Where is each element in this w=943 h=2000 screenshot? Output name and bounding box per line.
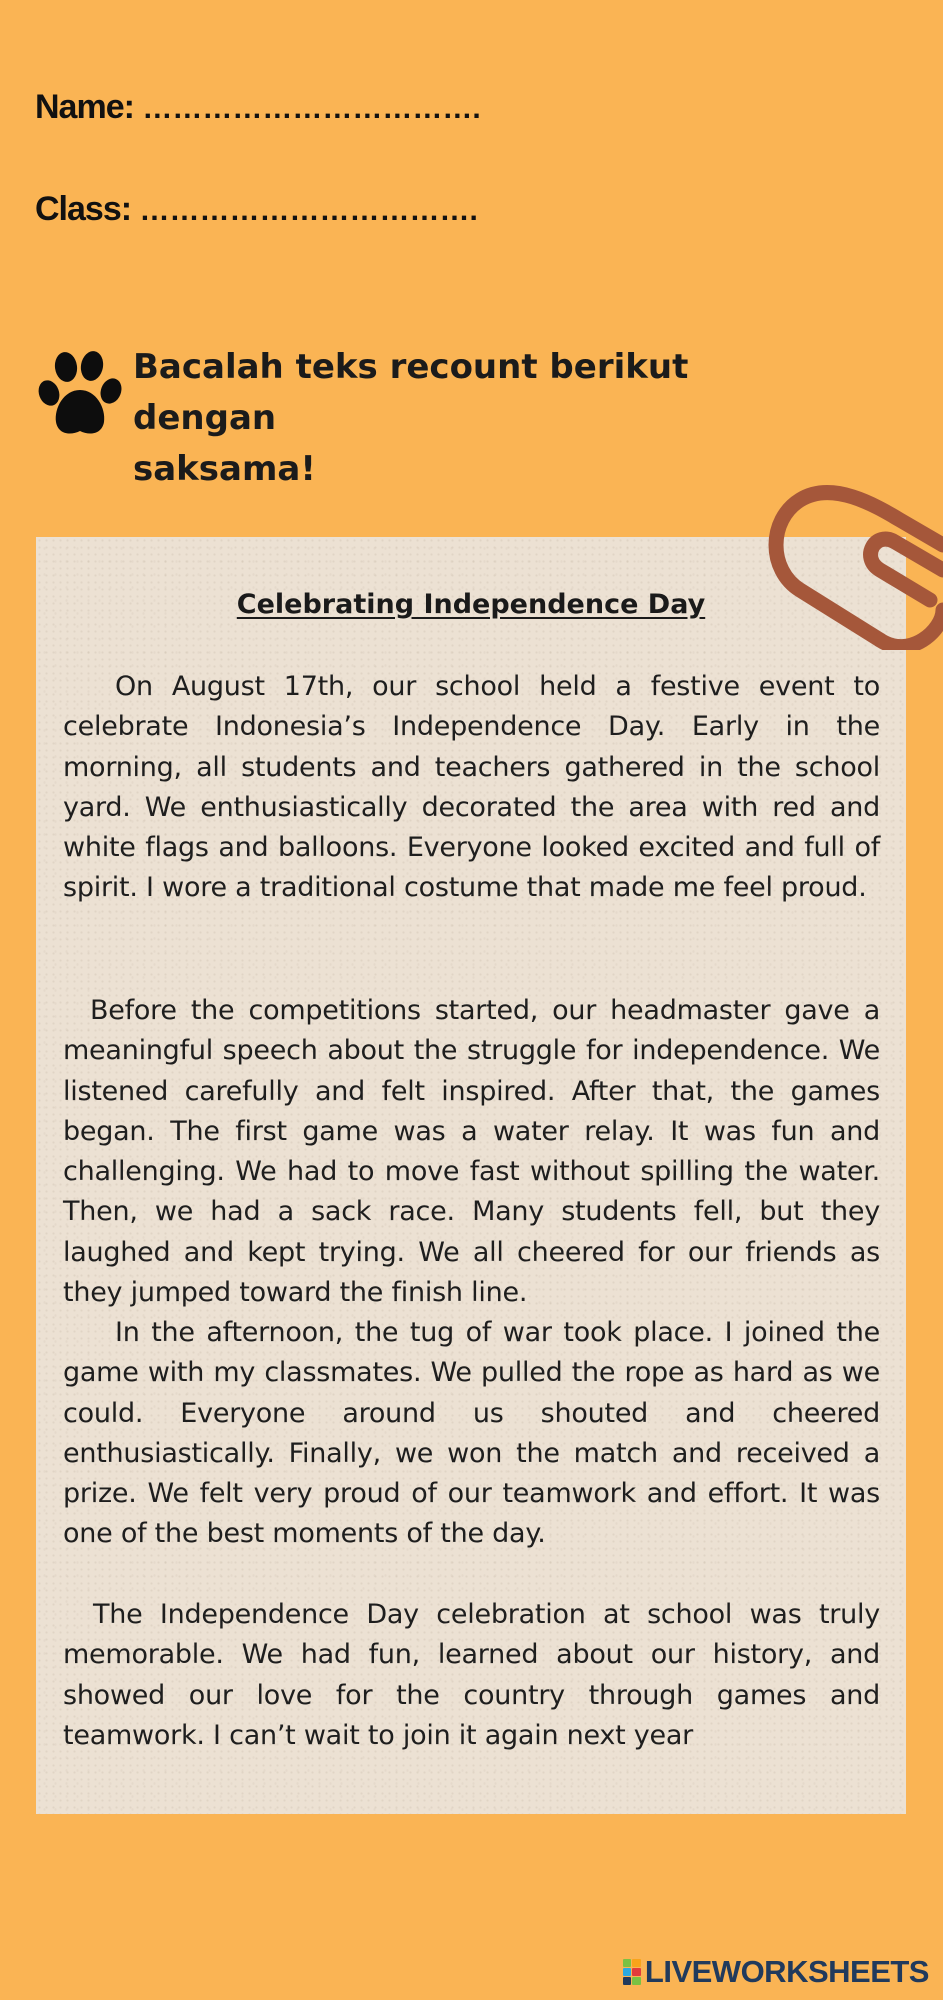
name-blank: …………………………….: [142, 92, 481, 125]
name-label: Name:: [35, 88, 134, 126]
paperclip-icon: [760, 420, 943, 650]
story-card: [36, 537, 906, 1814]
story-paragraph-1: On August 17th, our school held a festive event to celebrate Indonesia’s Independence Day. Early in the morning, all students and teachers gathered in the school yard. We enthusiastically decorated the area with red and white flags and balloons. Everyone looked excited and full of spirit. I wore a traditional costume that made me feel proud.: [63, 671, 880, 904]
story-title: Celebrating Independence Day: [236, 589, 706, 620]
paw-icon: [36, 346, 124, 438]
class-blank: …………………………….: [139, 194, 478, 227]
instruction-line-1: Bacalah teks recount berikut dengan: [133, 347, 689, 438]
story-paragraph-4: The Independence Day celebration at school was truly memorable. We had fun, learned about our history, and showed our love for the country through games and teamwork. I can’t wait to join it again next year: [63, 1599, 880, 1751]
name-field[interactable]: [35, 88, 481, 127]
liveworksheets-brand[interactable]: [623, 1954, 929, 1990]
brand-name: LIVEWORKSHEETS: [644, 1954, 929, 1989]
instruction-text: [133, 342, 813, 495]
story-paragraph-3: In the afternoon, the tug of war took place. I joined the game with my classmates. We pulled the rope as hard as we could. Everyone around us shouted and cheered enthusiastically. Finally, we won the match and received a prize. We felt very proud of our teamwork and effort. It was one of the best moments of the day.: [63, 1317, 880, 1550]
class-label: Class:: [35, 190, 132, 228]
class-field[interactable]: [35, 190, 478, 229]
story-paragraph-2: Before the competitions started, our headmaster gave a meaningful speech about the struggle for independence. We listened carefully and felt inspired. After that, the games began. The first game was a water relay. It was fun and challenging. We had to move fast without spilling the water. Then, we had a sack race. Many students fell, but they laughed and kept trying. We all cheered for our friends as they jumped toward the finish line.: [63, 995, 880, 1309]
instruction-line-2: saksama!: [133, 449, 316, 489]
liveworksheets-logo: [623, 1959, 641, 1985]
